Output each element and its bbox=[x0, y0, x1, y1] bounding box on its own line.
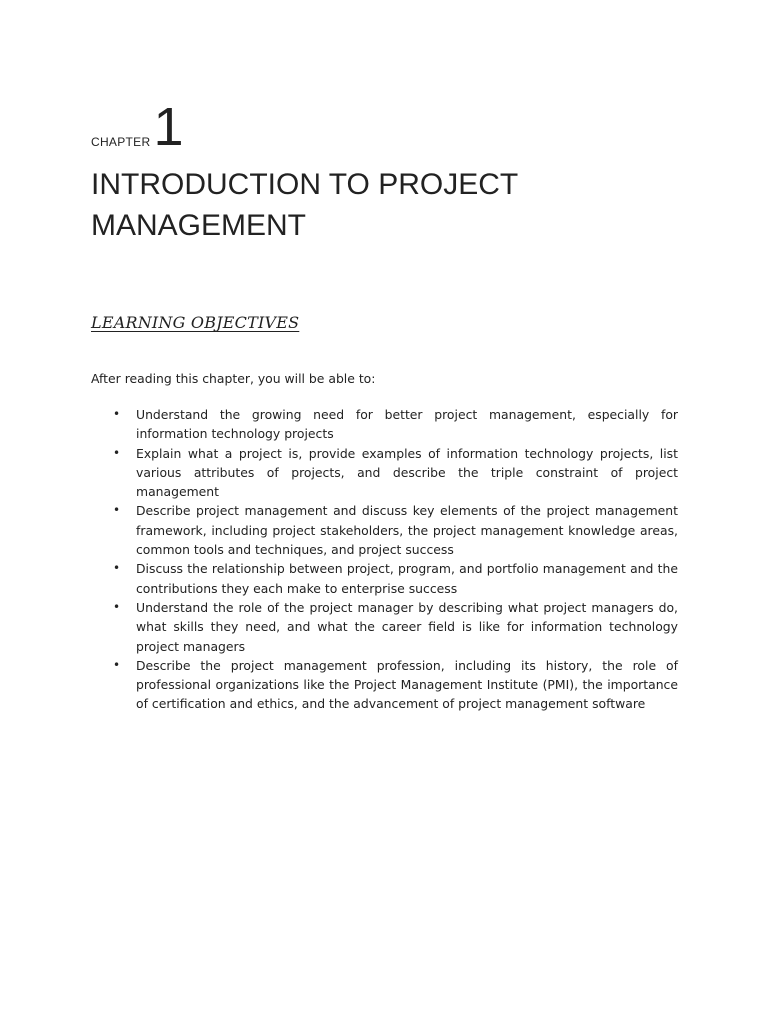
objectives-intro: After reading this chapter, you will be able to: bbox=[91, 371, 376, 386]
objective-item bbox=[105, 656, 678, 714]
bullet-icon: • bbox=[113, 657, 121, 672]
bullet-icon: • bbox=[113, 561, 121, 576]
chapter-number: 1 bbox=[153, 97, 184, 157]
bullet-icon: • bbox=[113, 445, 121, 460]
objective-item bbox=[105, 444, 678, 502]
objective-item bbox=[105, 501, 678, 559]
objective-text: Describe project management and discuss key elements of the project management framework, including project stakeholders, the project management knowledge areas, common tools and techniques, and project success bbox=[136, 503, 678, 558]
chapter-title: INTRODUCTION TO PROJECT MANAGEMENT bbox=[91, 168, 518, 242]
objective-item bbox=[105, 405, 678, 444]
learning-objectives-heading: LEARNING OBJECTIVES bbox=[91, 313, 300, 332]
objective-text: Understand the role of the project manager by describing what project managers do, what skills they need, and what the career field is like for information technology project managers bbox=[136, 599, 678, 654]
objective-text: Understand the growing need for better project management, especially for information technology projects bbox=[136, 407, 678, 442]
chapter-heading bbox=[91, 97, 184, 157]
bullet-icon: • bbox=[113, 407, 121, 421]
bullet-icon: • bbox=[113, 503, 121, 518]
objective-text: Discuss the relationship between project, program, and portfolio management and the contributions they each make to enterprise success bbox=[136, 561, 678, 596]
objective-text: Explain what a project is, provide examples of information technology projects, list various attributes of projects, and describe the triple constraint of project management bbox=[136, 445, 678, 500]
objective-item bbox=[105, 559, 678, 598]
objective-item bbox=[105, 598, 678, 656]
objectives-list bbox=[105, 405, 678, 714]
chapter-label: CHAPTER bbox=[91, 135, 151, 149]
objective-text: Describe the project management profession, including its history, the role of professional organizations like the Project Management Institute (PMI), the importance of certification and ethics, and the advancement of project management software bbox=[136, 657, 678, 712]
bullet-icon: • bbox=[113, 599, 121, 614]
